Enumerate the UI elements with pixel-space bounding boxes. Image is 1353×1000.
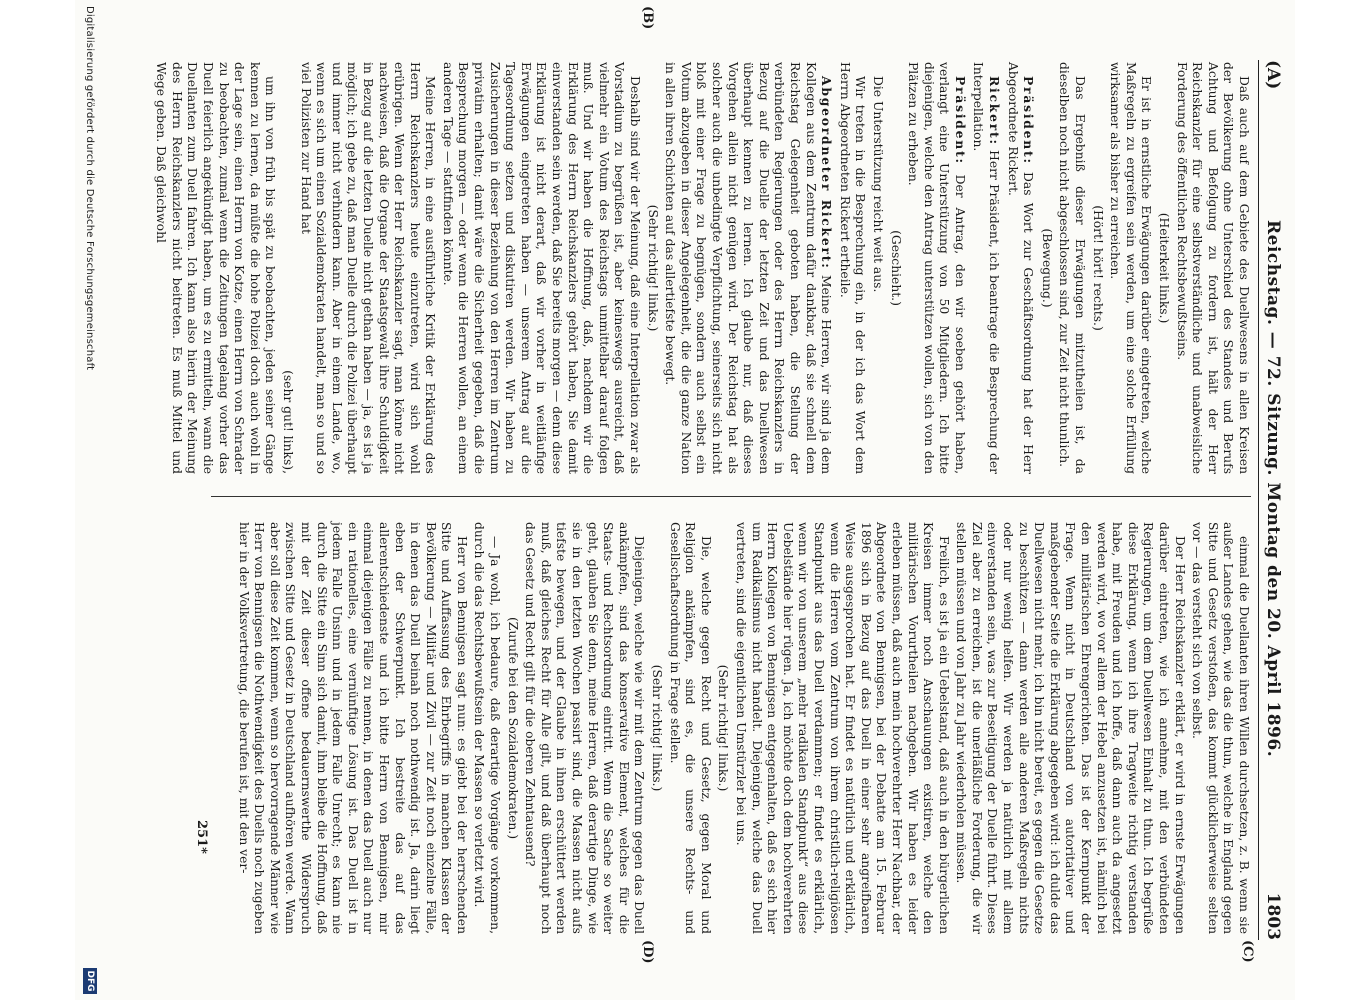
paragraph: Das Ergebniß dieser Erwägungen mitzutheilen ist, da dieselben noch nicht abgeschlossen sind, zur Zeit nicht thunlich. [1057,62,1088,474]
paragraph [1004,62,1036,474]
speech-text: Meine Herren, wir sind ja dem Kollegen aus dem Zentrum dafür dankbar, daß sie schnell dem Reichstag Gelegenheit geboten haben, die Stellung der verbündeten Regierungen oder des Herrn Reichskanzlers in Bezug auf die Duelle der letzten Zeit und das Duellwesen überhaupt kennen zu lernen. Ich glaube nur, daß dieses Vorgehen allein nicht genügen wird. Der Reichstag hat als solcher auch die unbedingte Verpflichtung, seinerseits sich nicht bloß mit einer Frage zu begnügen, sondern auch selbst ein Votum abzugeben in dieser Angelegenheit, die die ganze Nation in allen ihren Schichten auf das allertiefste bewegt. [663,62,834,474]
paragraph: Die, welche gegen Recht und Gesetz, gegen Moral und Religion ankämpfen, sind es, die unsere Rechts- und Gesellschaftsordnung in Frage stellen. [667,522,713,934]
speech-text: Der Antrag, den wir soeben gehört haben, verlangt eine Unterstützung von 50 Mitgliedern. Ich bitte diejenigen, welche den Antrag unterstützen wollen, sich von den Plätzen zu erheben. [906,62,967,474]
credit-text: Digitalisierung gefördert durch die Deutsche Forschungsgemeinschaft [84,6,95,371]
paragraph: — Ja wohl, ich bedaure, daß derartige Vorgänge vorkommen, durch die das Rechtsbewußtsein der Massen so verletzt wird. [472,522,503,934]
stage-direction: (Zurufe bei den Sozialdemokraten.) [505,617,520,839]
margin-letter-header: (A) [1263,60,1283,90]
paragraph: Diejenigen, welche wie wir mit dem Zentrum gegen das Duell ankämpfen, sind das konservative Element, welches für die Staats- und Rechtsordnung eintritt. Wenn die Sache so weiter geht, glauben Sie denn, meine Herren, daß derartige Dinge, wie sie in den letzten Wochen passirt sind, die Massen nicht aufs tiefste bewegen, und der Glaube in ihnen erschüttert werden muß, daß gleiches Recht für Alle gilt, und daß überhaupt noch das Gesetz und Recht gilt für die oberen Zehntausend? [523,522,647,934]
speech-text: Das Wort zur Geschäftsordnung hat der Herr Abgeordnete Rickert. [1005,62,1036,474]
margin-letter-c: (C) [1240,940,1255,963]
paragraph: Freilich, es ist ja ein Uebelstand, daß auch in den bürgerlichen Kreisen immer noch Anschauungen existiren, welche den militärischen Vorurtheilen nachgeben. Wir haben es leider erleben müssen, daß auch mein hochverehrter Herr Nachbar, der Abgeordnete von Bennigsen, bei der Debatte am 15. Februar 1896 sich in Bezug auf das Duell in einer sehr angreifbaren Weise ausgesprochen hat. Er findet es natürlich und erklärlich, wenn die Herren vom Zentrum von ihrem christlich-religiösen Standpunkt aus das Duell verdammen; er findet es erklärlich, wenn wir von unserem „mehr radikalen Standpunkt“ aus diese Uebelstände hier rügen. Ja, ich möchte doch dem hochverehrten Herrn Kollegen von Bennigsen entgegenhalten, daß es sich hier um Radikalismus nicht handelt. Diejenigen, welche das Duell vertreten, sind die eigentlichen Umstürzler bei uns. [734,522,951,934]
stage-direction: (Sehr richtig! links.) [716,664,731,792]
paragraph: Der Herr Reichskanzler erklärt, er wird in ernste Erwägungen darüber eintreten, wie ich annehme, mit den verbündeten Regierungen, um dem Duellwesen Einhalt zu thun. Ich begrüße diese Erklärung, wenn ich ihre Tragweite richtig verstanden habe, mit Freuden und ich hoffe, daß dann auch da angesetzt werden wird, wo vor allem der Hebel anzusetzen ist, nämlich bei den militärischen Ehrengerichten. Das ist der Kernpunkt der Frage. Wenn nicht in Deutschland von autoritativer und maßgebender Seite die Erklärung abgegeben wird: ich dulde das Duellwesen nicht mehr, ich bin nicht bereit, es gegen die Gesetze zu beschützen — dann werden alle anderen Maßregeln nichts oder nur wenig helfen. Wir werden ja natürlich mit allem einverstanden sein, was zur Beseitigung der Duelle führt. Dieses Ziel aber zu erreichen, ist die unerläßliche Forderung, die wir stellen müssen und von Jahr zu Jahr wiederholen müssen. [954,522,1187,934]
scanned-page [75,0,1295,1000]
stage-direction: (Bewegung.) [1039,228,1054,308]
stage-direction: (Hört! hört! rechts.) [1090,205,1105,331]
speaker-name: Präsident: [1021,76,1037,165]
page-number: 1803 [1263,892,1283,940]
speaker-name: Präsident: [952,76,968,165]
paragraph [905,62,968,474]
paragraph: Die Unterstützung reicht weit aus. [870,76,885,293]
footer-credit [79,0,99,1000]
dfg-logo: DFG [83,968,97,994]
stage-direction: (Sehr richtig! links.) [645,204,660,332]
column-divider [211,496,1251,497]
stage-direction: (sehr gut! links), [280,370,295,474]
stage-direction: (Geschieht.) [888,230,903,306]
stage-direction: (Sehr richtig! links.) [650,664,665,792]
paragraph: Deshalb sind wir der Meinung, daß eine Interpellation zwar als Vorstadium zu begrüßen ist, aber keineswegs ausreicht, daß vielmehr ein Votum des Reichstags unmittelbar darauf folgen muß. Und wir haben die Hoffnung, daß, nachdem wir die Erklärung des Herrn Reichskanzlers gehört haben, Sie damit einverstanden sein werden, daß Sie bereits morgen — denn diese Erklärung ist nicht derart, daß wir vorher in weitläufige Erwägungen eingetreten haben — unserem Antrag auf die Tagesordnung setzen und diskutiren werden. Wir haben zu Zusicherungen in dieser Beziehung von den Herren im Zentrum privatim erhalten; damit wäre die Sicherheit gegeben, daß die Besprechung morgen — oder wenn die Herren wollen, an einem anderen Tage — stattfinden könnte. [440,62,643,474]
paragraph: um ihn von früh bis spät zu beobachten, jeden seiner Gänge kennen zu lernen, da müßte die hohe Polizei doch auch wohl in der Lage sein, einen Herrn von Kotze, einen Herrn von Schrader zu beobachten, zumal wenn die Zeitungen tagelang vorher das Duell feierlich angekündigt haben, um es zu ermitteln, wann die Duellanten zum Duell fahren. Ich kann also hierin der Meinung des Herrn Reichskanzlers nicht beitreten. Es muß Mittel und Wege geben. Daß gleichwohl [154,62,278,474]
paragraph [662,62,835,474]
sheet-signature: 251* [194,820,209,854]
paragraph: Meine Herren, in eine ausführliche Kritik der Erklärung des Herrn Reichskanzlers heute einzutreten, wird sich wohl erübrigen. Wenn der Herr Reichskanzler sagt, man könne nicht nachweisen, daß die Organe der Staatsgewalt ihre Schuldigkeit in Bezug auf die letzten Duelle nicht gethan haben — ja, es ist ja möglich; ich gebe zu, daß man Duelle durch die Polizei überhaupt und immer nicht verhindern kann. Aber in einem Lande, wo, wenn es sich um einen Sozialdemokraten handelt, man so und so viel Polizisten zur Hand hat [298,62,438,474]
paragraph: Daß auch auf dem Gebiete des Duellwesens in allen Kreisen der Bevölkerung ohne Unterschied des Standes und Berufs Achtung und Befolgung zu fordern ist, hält der Herr Reichskanzler für eine selbstverständliche und unabweisliche Forderung des öffentlichen Rechtsbewußtseins. [1174,62,1251,474]
paragraph: Er ist in ernstliche Erwägungen darüber eingetreten, welche Maßregeln zu ergreifen sein werden, um eine solche Erfüllung wirksamer als bisher zu erreichen. [1108,62,1154,474]
page-header [1258,60,1283,940]
margin-letter-b: (B) [640,6,655,30]
speaker-name: Rickert: [987,76,1003,146]
margin-letter-d: (D) [640,940,655,964]
paragraph: Wir treten in die Besprechung ein, in der ich das Wort dem Herrn Abgeordneten Rickert ertheile. [837,62,868,474]
speech-text: Herr Präsident, ich beantrage die Besprechung der Interpellation. [971,62,1002,474]
paragraph [970,62,1002,474]
running-title: Reichstag. — 72. Sitzung. Montag den 20. April 1896. [1263,220,1283,758]
speaker-name: Abgeordneter Rickert: [819,76,835,270]
left-column [154,62,1251,474]
paragraph: Herr von Bennigsen sagt nun: es giebt bei der herrschenden Sitte und Auffassung des Ehrbegriffs in manchen Klassen der Bevölkerung — Militär und Zivil — zur Zeit noch einzelne Fälle, in denen das Duell beinah noch nothwendig ist. Ja, darin liegt eben der Schwerpunkt. Ich bestreite das auf das allerentschiedenste und ich bitte Herrn von Bennigsen, mir einmal diejenigen Fälle zu nennen, in denen das Duell auch nur ein rationelles, eine vernünftige Lösung ist. Das Duell ist in jedem Falle Unsinn und in jedem Falle Unrecht; es kann nie durch die Sitte ein Sinn sich damit, ihm bleibe die Hoffnung, daß mit der Zeit dieser offene bedauernswerthe Widerspruch zwischen Sitte und Gesetz in Deutschland aufhören werde. Wann aber soll diese Zeit kommen, wenn so hervorragende Männer wie Herr von Bennigsen die Nothwendigkeit des Duells noch zugeben hier in der Volksvertretung, die berufen ist, mit den ver- [236,522,469,934]
stage-direction: (Heiterkeit links.) [1157,212,1172,324]
paragraph: einmal die Duellanten ihren Willen durchsetzen, z. B. wenn sie außer Landes gehen, wie das die thun, welche in England gegen Sitte und Gesetz verstoßen, das kommt glücklicherweise selten vor — das versteht sich von selbst. [1190,522,1251,934]
right-column [211,522,1251,934]
